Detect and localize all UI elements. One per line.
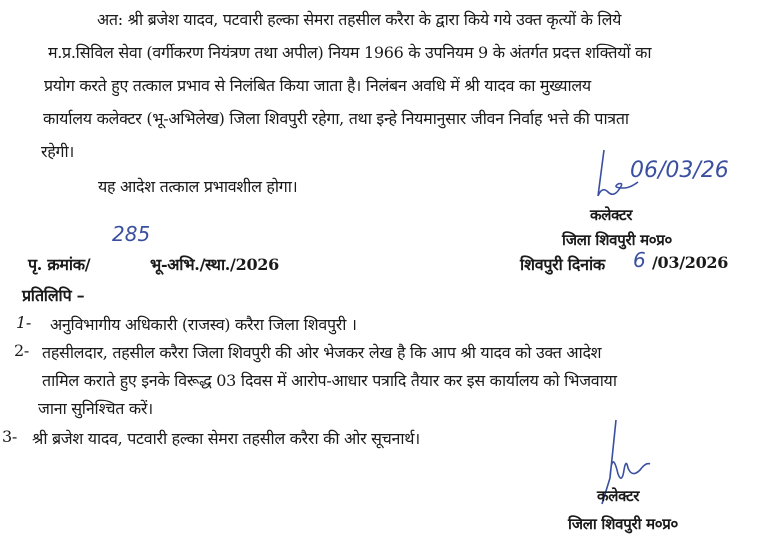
signature-1-title: कलेक्टर — [590, 206, 633, 224]
handwritten-date: 06/03/26 — [630, 158, 729, 183]
copy-item-3-num: 3- — [2, 427, 17, 446]
handwritten-ref-number: 285 — [112, 222, 151, 246]
copy-item-2-line2: तामिल कराते हुए इनके विरूद्ध 03 दिवस में आरोप-आधार पत्रादि तैयार कर इस कार्यालय को भिजवाया — [42, 371, 617, 390]
copy-item-2-num: 2- — [14, 341, 29, 360]
copy-item-2-line1: तहसीलदार, तहसील करैरा जिला शिवपुरी की ओर भेजकर लेख है कि आप श्री यादव को उक्त आदेश — [42, 343, 602, 362]
date-suffix: /03/2026 — [652, 253, 729, 272]
copy-item-1-text: अनुविभागीय अधिकारी (राजस्व) करैरा जिला शिवपुरी । — [50, 315, 357, 334]
signature-2-district: जिला शिवपुरी म०प्र० — [568, 515, 678, 533]
copy-item-3-text: श्री ब्रजेश यादव, पटवारी हल्का सेमरा तहसील करैरा की ओर सूचनार्थ। — [32, 429, 420, 448]
copy-item-2-line3: जाना सुनिश्चित करें। — [38, 399, 153, 418]
order-para1-line2: म.प्र.सिविल सेवा (वर्गीकरण नियंत्रण तथा अपील) नियम 1966 के उपनियम 9 के अंतर्गत प्रदत्त शक्तियों का — [48, 43, 652, 62]
copy-item-1-num: 1- — [16, 313, 31, 332]
signature-2-title: कलेक्टर — [597, 487, 640, 505]
ref-suffix: भू-अभि./स्था./2026 — [150, 255, 279, 274]
place-date-prefix: शिवपुरी दिनांक — [520, 255, 605, 274]
order-para1-line5: रहेगी। — [41, 142, 75, 161]
order-para2: यह आदेश तत्काल प्रभावशील होगा। — [98, 177, 298, 196]
order-para1-line1: अत: श्री ब्रजेश यादव, पटवारी हल्का सेमरा तहसील करैरा के द्वारा किये गये उक्त कृत्यों के लिये — [97, 10, 622, 29]
order-para1-line3: प्रयोग करते हुए तत्काल प्रभाव से निलंबित किया जाता है। निलंबन अवधि में श्री यादव का मुख्यालय — [44, 76, 591, 95]
signature-1-district: जिला शिवपुरी म०प्र० — [562, 231, 672, 249]
handwritten-day: 6 — [633, 248, 646, 272]
order-para1-line4: कार्यालय कलेक्टर (भू-अभिलेख) जिला शिवपुरी रहेगा, तथा इन्हे नियमानुसार जीवन निर्वाह भत्ते की पात्रता — [43, 109, 629, 128]
copy-to-heading: प्रतिलिपि – — [22, 286, 85, 305]
ref-label: पृ. क्रमांक/ — [28, 255, 91, 274]
